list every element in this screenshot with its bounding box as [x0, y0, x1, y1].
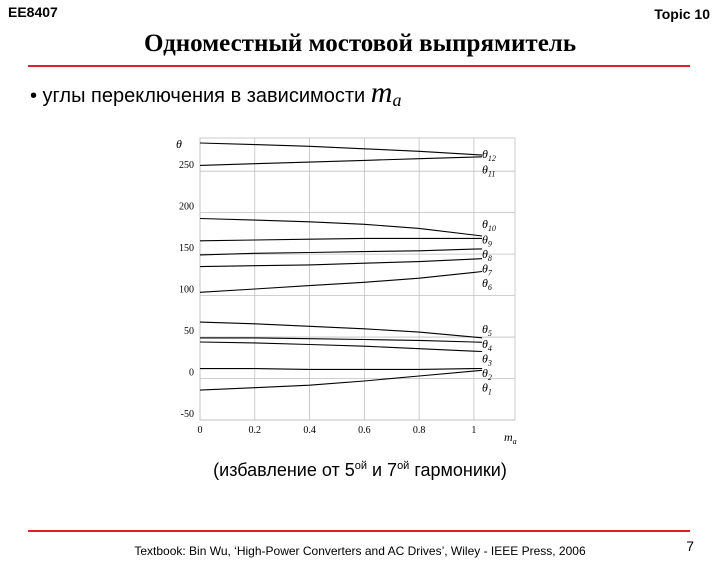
bullet-text: • углы переключения в зависимости	[30, 85, 366, 107]
y-tick-label: 0	[189, 367, 194, 379]
caption-post: гармоники)	[409, 460, 507, 480]
series-label: $\theta_3$	[482, 351, 492, 368]
chart-grid	[200, 138, 515, 420]
y-axis-label: θ	[176, 137, 182, 151]
series-labels	[482, 147, 496, 397]
series-line-θ10	[200, 219, 482, 237]
series-line-θ6	[200, 272, 482, 293]
plot-frame	[200, 138, 515, 420]
series-line-θ12	[200, 143, 482, 155]
y-tick-label: 100	[179, 284, 194, 296]
series-label: $\theta_2$	[482, 366, 492, 382]
topic-label: Topic 10	[654, 6, 710, 22]
y-tick-label: 150	[179, 243, 194, 255]
x-axis-label-sub: a	[512, 437, 517, 446]
y-tick-label: 200	[179, 201, 194, 213]
y-tick-label: 50	[184, 326, 194, 338]
x-tick-label: 0.6	[358, 425, 371, 436]
series-line-θ1	[200, 370, 482, 390]
page-number: 7	[686, 538, 694, 554]
x-axis-label	[504, 430, 517, 446]
series-label: $\theta_9$	[482, 232, 492, 249]
x-axis-label-main: m	[504, 430, 513, 444]
y-tick-label: -50	[180, 409, 194, 420]
series-label: $\theta_5$	[482, 322, 492, 339]
series-label: $\theta_7$	[482, 261, 492, 278]
series-line-θ5	[200, 322, 482, 338]
series-label: $\theta_8$	[482, 247, 492, 264]
series-line-θ11	[200, 157, 482, 166]
series-line-θ3	[200, 342, 482, 352]
series-label: $\theta_{12}$	[482, 147, 496, 163]
switching-angles-chart	[160, 128, 532, 450]
series-line-θ4	[200, 338, 482, 342]
series-label: $\theta_6$	[482, 276, 492, 293]
title-divider	[28, 65, 690, 67]
series-label: $\theta_{10}$	[482, 217, 496, 234]
symbol-a: a	[392, 90, 402, 110]
x-tick-label: 0.2	[248, 425, 262, 436]
x-tick-label: 0.4	[303, 425, 316, 436]
slide-title: Одноместный мостовой выпрямитель	[143, 30, 577, 57]
series-label: $\theta_{11}$	[482, 162, 496, 179]
series-line-θ7	[200, 259, 482, 267]
series-label: $\theta_4$	[482, 336, 492, 353]
footer-divider	[28, 530, 690, 532]
chart-series	[200, 143, 482, 390]
y-axis-ticks	[179, 160, 194, 420]
symbol-m: m	[370, 76, 393, 109]
x-tick-label: 0.8	[412, 425, 426, 436]
chart-caption	[0, 460, 720, 481]
caption-mid: и 7	[366, 460, 398, 480]
textbook-reference: Textbook: Bin Wu, ‘High-Power Converters and AC Drives’, Wiley - IEEE Press, 2006	[134, 544, 586, 558]
x-tick-label: 0	[197, 425, 203, 436]
caption-sup-5: ой	[354, 460, 367, 472]
caption-pre: (избавление от 5	[213, 460, 355, 480]
caption-sup-7: ой	[397, 460, 410, 472]
x-axis-ticks	[198, 425, 477, 436]
series-label: $\theta_1$	[482, 380, 492, 397]
modulation-index-symbol	[371, 76, 402, 109]
series-line-θ9	[200, 238, 482, 240]
x-tick-label: 1	[471, 425, 477, 436]
series-line-θ2	[200, 369, 482, 370]
course-code: EE8407	[8, 4, 58, 20]
bullet-point	[30, 76, 401, 111]
y-tick-label: 250	[179, 160, 194, 172]
